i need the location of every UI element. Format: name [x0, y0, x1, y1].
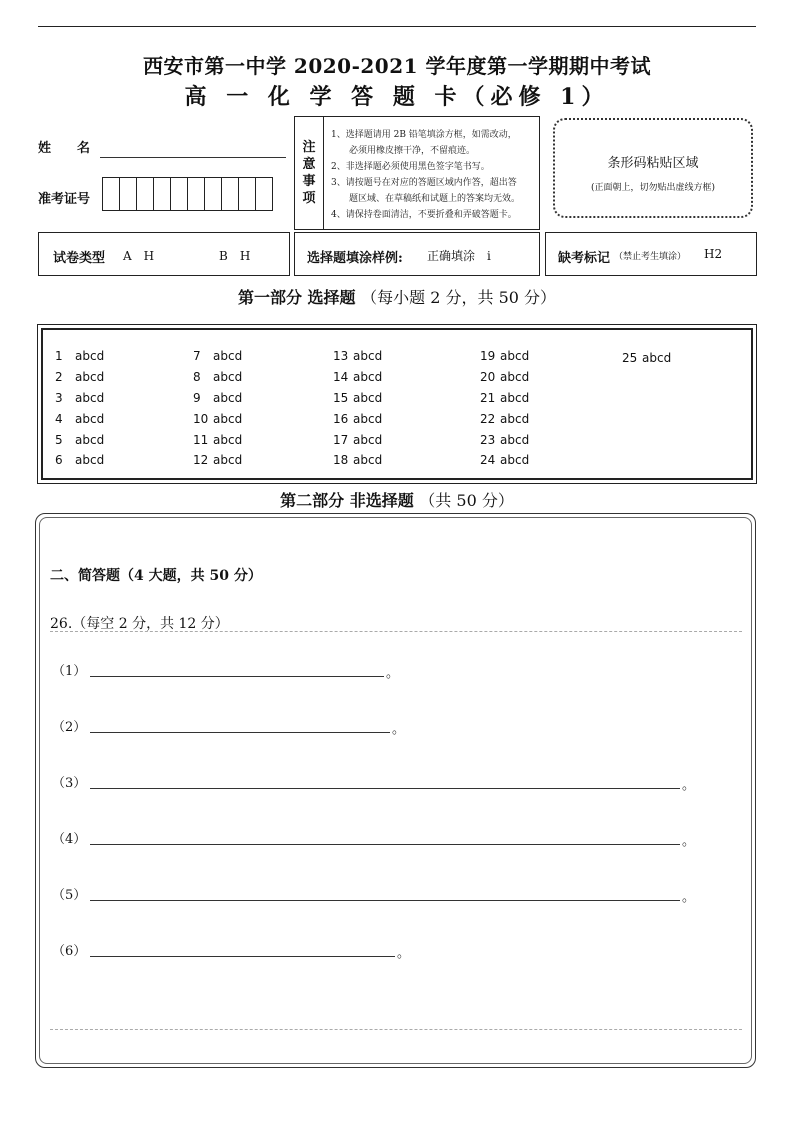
mcq-number: 1 — [55, 349, 63, 364]
mcq-question — [622, 348, 671, 369]
notice-char: 项 — [302, 191, 316, 206]
exam-id-cell[interactable] — [102, 177, 120, 211]
mcq-options[interactable]: abcd — [75, 411, 105, 426]
mcq-question — [333, 346, 382, 367]
mcq-column — [333, 346, 382, 471]
mcq-question — [193, 450, 242, 471]
student-info — [38, 116, 290, 228]
exam-id-cell[interactable] — [204, 177, 222, 211]
exam-title: 西安市第一中学 2020-2021 学年度第一学期期中考试 — [142, 54, 652, 78]
mcq-options[interactable]: abcd — [500, 349, 530, 364]
mcq-number: 23 — [480, 432, 496, 447]
paper-type-box — [38, 232, 290, 276]
bottom-divider — [50, 1029, 742, 1030]
mcq-options[interactable]: abcd — [353, 390, 383, 405]
mcq-number: 19 — [480, 349, 496, 364]
exam-id-cell[interactable] — [187, 177, 205, 211]
mcq-options[interactable]: abcd — [213, 370, 243, 385]
mcq-number: 13 — [333, 349, 349, 364]
mcq-number: 11 — [193, 432, 209, 447]
barcode-note: (正面朝上，切勿贴出虚线方框) — [590, 183, 716, 193]
mcq-column — [55, 346, 104, 471]
mcq-options[interactable]: abcd — [75, 349, 105, 364]
part2-title: 第二部分 非选择题 — [280, 491, 414, 510]
mcq-question — [193, 408, 242, 429]
blank-label: （3） — [52, 776, 87, 791]
barcode-title: 条形码粘贴区域 — [607, 156, 699, 171]
mcq-question — [333, 388, 382, 409]
part2-title-row — [0, 488, 794, 511]
mcq-options[interactable]: abcd — [75, 453, 105, 468]
notice-box — [294, 116, 540, 230]
mcq-question — [480, 346, 529, 367]
mcq-options[interactable]: abcd — [500, 390, 530, 405]
mcq-number: 5 — [55, 432, 63, 447]
name-label: 姓 名 — [38, 141, 91, 156]
name-field[interactable] — [100, 157, 286, 158]
mcq-number: 2 — [55, 370, 63, 385]
mcq-question — [55, 388, 104, 409]
fill-sample-text: 正确填涂 i — [427, 249, 491, 263]
mcq-number: 8 — [193, 370, 201, 385]
blank-period: 。 — [682, 834, 696, 849]
mcq-question — [333, 429, 382, 450]
fill-sample-label: 选择题填涂样例: — [307, 251, 403, 266]
blank-label: （6） — [52, 944, 87, 959]
exam-id-cell[interactable] — [170, 177, 188, 211]
mcq-question — [333, 450, 382, 471]
section-heading: 二、简答题（4 大题，共 50 分） — [50, 568, 262, 584]
exam-id-cell[interactable] — [221, 177, 239, 211]
mcq-number: 9 — [193, 390, 201, 405]
notice-item: 2、非选择题必须使用黑色签字笔书写。 — [331, 162, 490, 172]
mcq-options[interactable]: abcd — [75, 432, 105, 447]
mcq-column — [622, 348, 671, 369]
mcq-number: 7 — [193, 349, 201, 364]
answer-area-inner — [39, 517, 752, 1064]
notice-label — [295, 117, 324, 229]
absent-mark-box — [545, 232, 757, 276]
top-rule — [38, 26, 756, 27]
notice-item: 题区域、在草稿纸和试题上的答案均无效。 — [331, 194, 521, 204]
part2-note: （共 50 分） — [419, 491, 514, 510]
paper-type-label: 试卷类型 — [53, 251, 106, 266]
mcq-question — [480, 388, 529, 409]
mcq-number: 10 — [193, 411, 209, 426]
mcq-number: 4 — [55, 411, 63, 426]
mcq-number: 17 — [333, 432, 349, 447]
mcq-options[interactable]: abcd — [353, 453, 383, 468]
mcq-number: 6 — [55, 453, 63, 468]
mcq-column — [480, 346, 529, 471]
mcq-options[interactable]: abcd — [500, 370, 530, 385]
blank-period: 。 — [682, 890, 696, 905]
mcq-options[interactable]: abcd — [213, 453, 243, 468]
mcq-options[interactable]: abcd — [213, 390, 243, 405]
mcq-column — [193, 346, 242, 471]
mcq-question — [333, 367, 382, 388]
notice-item: 4、请保持卷面清洁，不要折叠和弄破答题卡。 — [331, 210, 517, 220]
mcq-options[interactable]: abcd — [500, 411, 530, 426]
mcq-question — [193, 346, 242, 367]
part1-note: （每小题 2 分，共 50 分） — [361, 288, 557, 307]
part1-title-row — [0, 285, 794, 308]
mcq-options[interactable]: abcd — [213, 432, 243, 447]
notice-list — [331, 127, 537, 223]
mcq-options[interactable]: abcd — [213, 349, 243, 364]
mcq-question — [333, 408, 382, 429]
mcq-options[interactable]: abcd — [500, 432, 530, 447]
sheet-subtitle: 高 一 化 学 答 题 卡（必修 1） — [184, 84, 610, 110]
blank-label: （1） — [52, 664, 87, 679]
mcq-number: 14 — [333, 370, 349, 385]
answer-blank-line[interactable] — [90, 956, 395, 957]
mcq-question — [193, 388, 242, 409]
answer-blank-line[interactable] — [90, 732, 390, 733]
mcq-number: 18 — [333, 453, 349, 468]
notice-item: 必须用橡皮擦干净，不留痕迹。 — [331, 146, 476, 156]
mcq-question — [480, 450, 529, 471]
notice-char: 注 — [302, 140, 316, 155]
mcq-number: 16 — [333, 411, 349, 426]
mcq-question — [480, 429, 529, 450]
notice-char: 事 — [302, 174, 316, 189]
mcq-question — [55, 450, 104, 471]
answer-area-frame — [35, 513, 756, 1068]
mcq-question — [480, 367, 529, 388]
mcq-number: 21 — [480, 390, 496, 405]
mcq-number: 12 — [193, 453, 209, 468]
mcq-number: 25 — [622, 351, 638, 366]
exam-id-cell[interactable] — [255, 177, 273, 211]
exam-id-cell[interactable] — [238, 177, 256, 211]
mcq-number: 22 — [480, 411, 496, 426]
mcq-options[interactable]: abcd — [353, 411, 383, 426]
exam-id-grid[interactable] — [102, 177, 273, 211]
mcq-question — [55, 429, 104, 450]
fill-sample-box — [294, 232, 540, 276]
notice-item: 3、请按题号在对应的答题区域内作答，超出答 — [331, 178, 517, 188]
notice-item: 1、选择题请用 2B 铅笔填涂方框，如需改动， — [331, 130, 517, 140]
question-26-heading: 26.（每空 2 分，共 12 分） — [50, 616, 229, 632]
barcode-area — [545, 116, 757, 226]
absent-mark-value[interactable]: H2 — [704, 247, 723, 261]
blank-period: 。 — [392, 722, 406, 737]
mcq-question — [55, 408, 104, 429]
mcq-options[interactable]: abcd — [353, 370, 383, 385]
mcq-options[interactable]: abcd — [500, 453, 530, 468]
mcq-options[interactable]: abcd — [353, 349, 383, 364]
mcq-question — [193, 429, 242, 450]
exam-id-cell[interactable] — [136, 177, 154, 211]
mcq-number: 3 — [55, 390, 63, 405]
notice-char: 意 — [302, 157, 316, 172]
answer-blank-line[interactable] — [90, 788, 680, 789]
blank-period: 。 — [397, 946, 411, 961]
exam-id-cell[interactable] — [119, 177, 137, 211]
mcq-options[interactable]: abcd — [213, 411, 243, 426]
blank-period: 。 — [682, 778, 696, 793]
question-divider — [50, 631, 742, 632]
answer-blank-line[interactable] — [90, 676, 384, 677]
mcq-number: 15 — [333, 390, 349, 405]
mcq-question — [480, 408, 529, 429]
exam-id-label: 准考证号 — [38, 192, 91, 207]
blank-label: （4） — [52, 832, 87, 847]
paper-type-a[interactable]: A H — [123, 249, 155, 263]
mcq-options[interactable]: abcd — [75, 390, 105, 405]
mcq-options[interactable]: abcd — [75, 370, 105, 385]
answer-blank-line[interactable] — [90, 900, 680, 901]
mcq-options[interactable]: abcd — [642, 351, 672, 366]
paper-type-b[interactable]: B H — [219, 249, 251, 263]
exam-id-cell[interactable] — [153, 177, 171, 211]
mcq-question — [55, 346, 104, 367]
mcq-options[interactable]: abcd — [353, 432, 383, 447]
mcq-question — [55, 367, 104, 388]
mcq-number: 20 — [480, 370, 496, 385]
absent-mark-label: 缺考标记 — [558, 251, 611, 266]
absent-mark-note: （禁止考生填涂） — [614, 252, 687, 262]
blank-label: （5） — [52, 888, 87, 903]
mcq-number: 24 — [480, 453, 496, 468]
part1-title: 第一部分 选择题 — [237, 288, 356, 307]
barcode-dotted-frame[interactable] — [553, 118, 753, 218]
answer-blank-line[interactable] — [90, 844, 680, 845]
mcq-question — [193, 367, 242, 388]
blank-period: 。 — [386, 666, 400, 681]
blank-label: （2） — [52, 720, 87, 735]
